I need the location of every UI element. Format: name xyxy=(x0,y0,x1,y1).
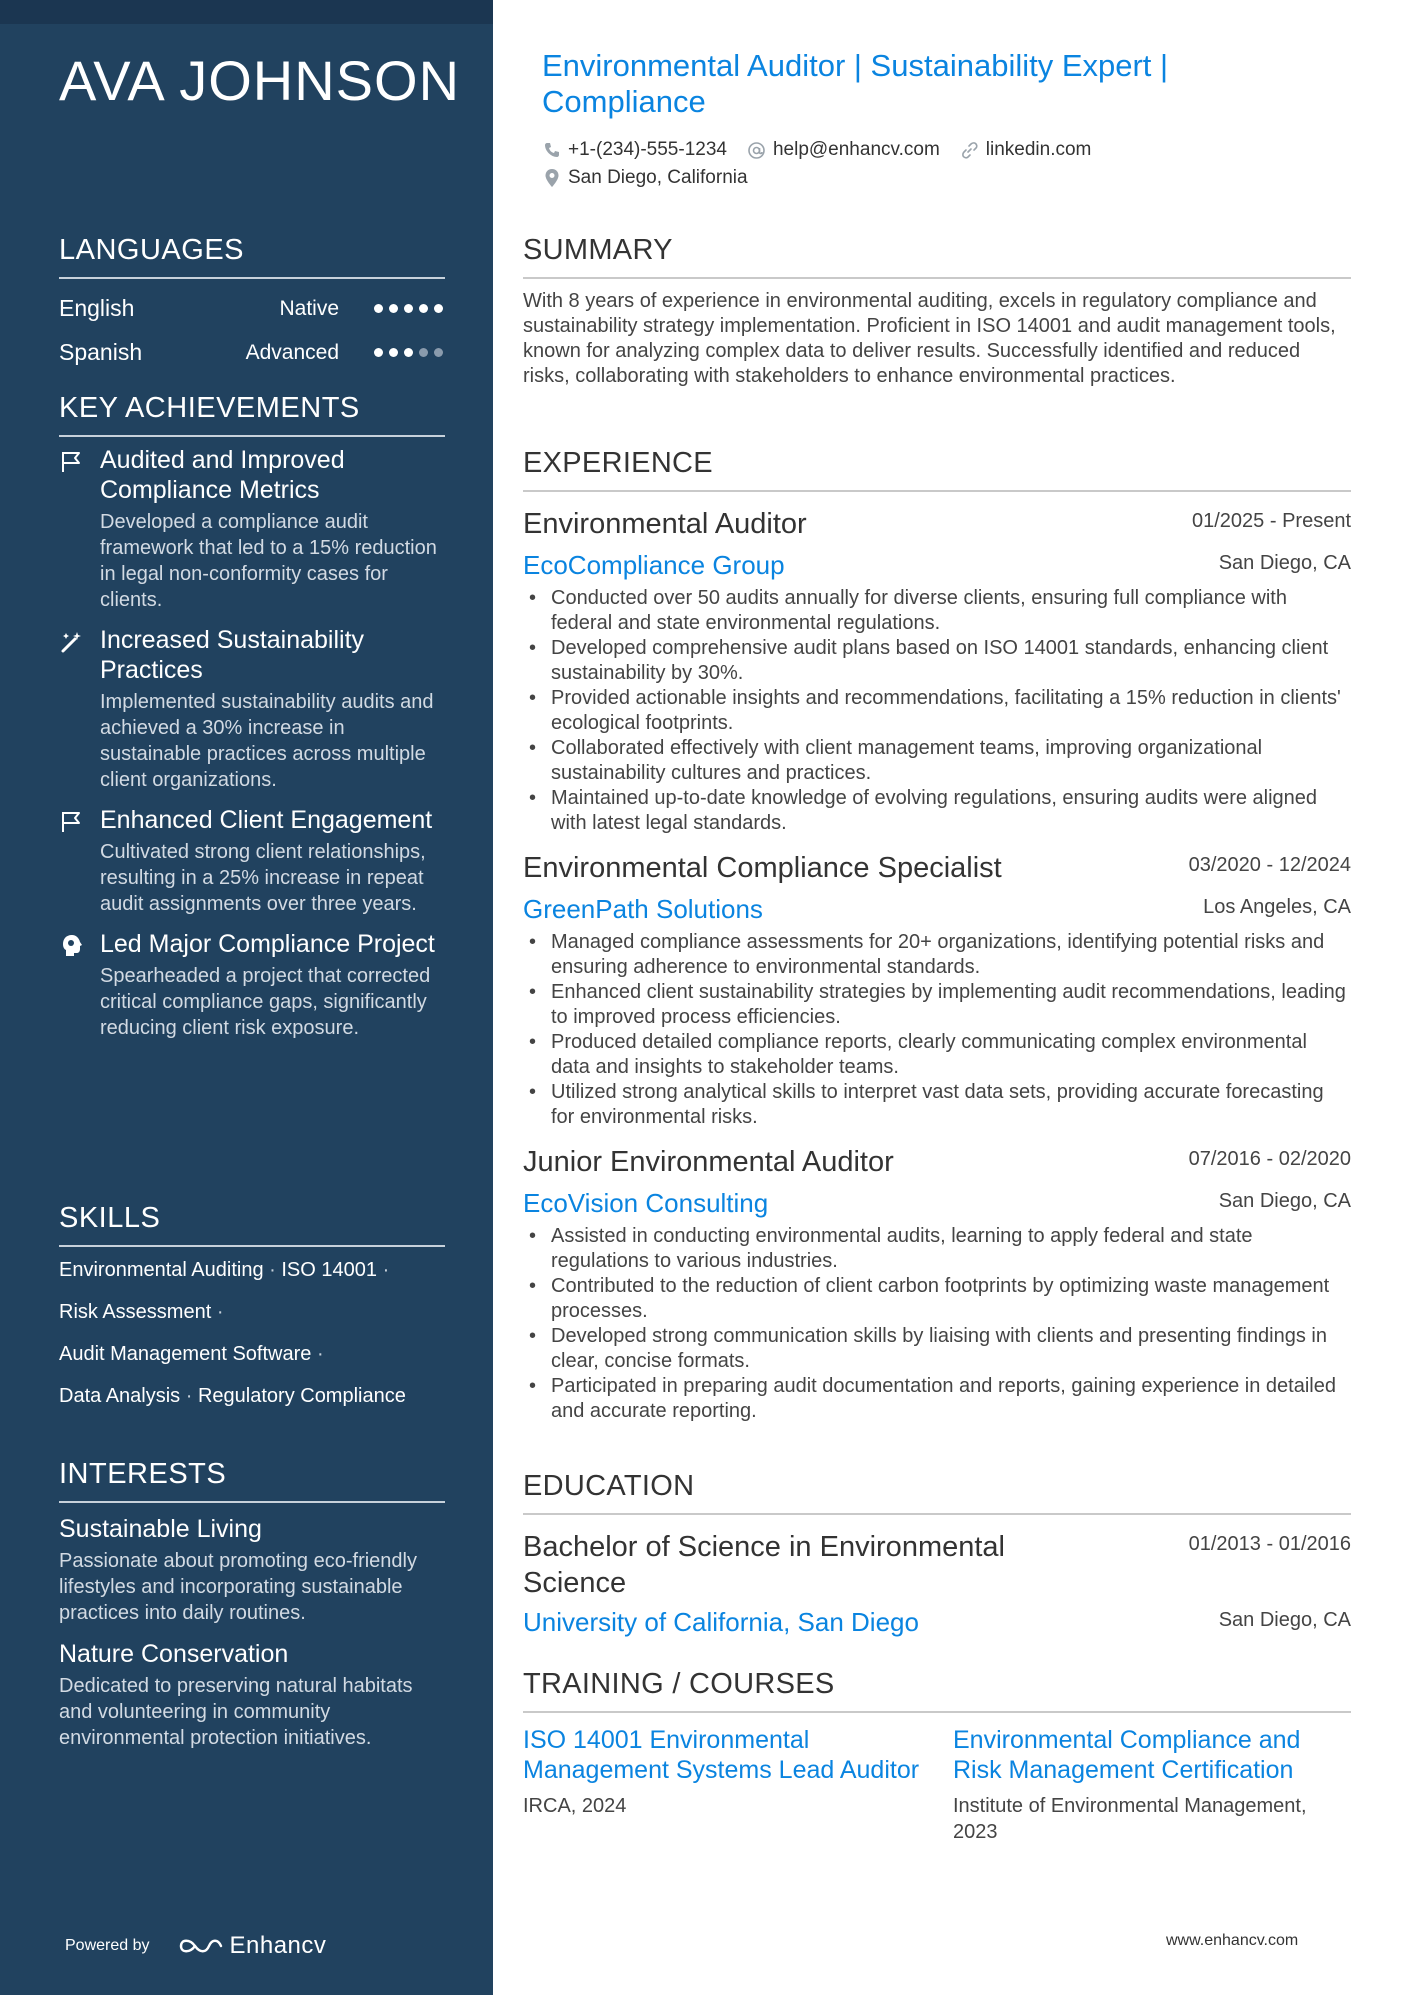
achievement-desc: Cultivated strong client relationships, resulting in a 25% increase in repeat audit assignments over three years. xyxy=(100,841,426,915)
job-bullets xyxy=(523,586,1351,836)
proficiency-dot xyxy=(374,304,383,313)
job-bullet: • Developed strong communication skills by liaising with clients and presenting findings in clear, concise formats. xyxy=(523,1324,1351,1374)
job-title: Junior Environmental Auditor xyxy=(523,1146,894,1178)
enhancv-logo-icon xyxy=(178,1935,224,1957)
enhancv-brand: Enhancv xyxy=(229,1932,327,1959)
achievement-title: Led Major Compliance Project xyxy=(100,930,435,958)
job-bullet: • Maintained up-to-date knowledge of evolving regulations, ensuring audits were aligned with latest legal standards. xyxy=(523,786,1351,836)
job-bullet: • Assisted in conducting environmental audits, learning to apply federal and state regulations to various industries. xyxy=(523,1224,1351,1274)
sidebar xyxy=(0,0,493,1995)
education-title: EDUCATION xyxy=(523,1470,1351,1515)
achievement-title: Enhanced Client Engagement xyxy=(100,806,433,834)
job-bullet: • Contributed to the reduction of client carbon footprints by optimizing waste management processes. xyxy=(523,1274,1351,1324)
interests-section xyxy=(59,1458,445,1751)
contact-info xyxy=(543,136,1111,192)
school-name: University of California, San Diego xyxy=(523,1607,919,1637)
skill-separator: · xyxy=(269,1259,276,1281)
skill-tag: Audit Management Software xyxy=(59,1343,312,1365)
interests-title: INTERESTS xyxy=(59,1458,445,1503)
job-title: Environmental Compliance Specialist xyxy=(523,852,1002,884)
job-bullet: • Enhanced client sustainability strategies by implementing audit recommendations, leading to improved process efficiencies. xyxy=(523,980,1351,1030)
job-title: Environmental Auditor xyxy=(523,508,807,540)
course-title: Environmental Compliance and Risk Management Certification xyxy=(953,1726,1301,1784)
experience-title: EXPERIENCE xyxy=(523,447,1351,492)
proficiency-dot xyxy=(389,348,398,357)
job-bullet: • Produced detailed compliance reports, clearly communicating complex environmental data and insights to stakeholder teams. xyxy=(523,1030,1351,1080)
contact-location xyxy=(543,167,748,189)
footer-site-link[interactable]: www.enhancv.com xyxy=(1166,1932,1299,1949)
skill-line xyxy=(59,1333,445,1375)
achievement-item xyxy=(59,445,445,613)
job-dates: 01/2025 - Present xyxy=(1192,510,1351,532)
skill-tag: Environmental Auditing xyxy=(59,1259,264,1281)
sidebar-top-strip xyxy=(0,0,493,24)
job-bullet: • Developed comprehensive audit plans based on ISO 14001 standards, enhancing client sustainability by 30%. xyxy=(523,636,1351,686)
proficiency-dot xyxy=(434,348,443,357)
language-row xyxy=(59,329,445,373)
interest-desc: Dedicated to preserving natural habitats and volunteering in community environmental protection initiatives. xyxy=(59,1675,413,1749)
skill-line xyxy=(59,1291,445,1333)
degree-title: Bachelor of Science in Environmental Science xyxy=(523,1531,1005,1599)
achievement-title: Audited and Improved Compliance Metrics xyxy=(100,446,345,504)
achievement-desc: Implemented sustainability audits and achieved a 30% increase in sustainable practices across multiple client organizations. xyxy=(100,691,434,791)
proficiency-dot xyxy=(389,304,398,313)
flag-icon xyxy=(59,809,85,835)
job-entry xyxy=(523,1142,1351,1424)
course-item xyxy=(523,1725,953,1845)
achievements-title: KEY ACHIEVEMENTS xyxy=(59,392,445,437)
job-company: GreenPath Solutions xyxy=(523,894,763,924)
interest-title: Nature Conservation xyxy=(59,1640,289,1668)
skill-separator: · xyxy=(185,1385,193,1407)
language-level: Advanced xyxy=(245,341,339,364)
job-location: San Diego, CA xyxy=(1218,1190,1351,1212)
language-proficiency-dots xyxy=(374,348,443,357)
phone-icon xyxy=(543,141,561,159)
achievement-item xyxy=(59,625,445,793)
interest-title: Sustainable Living xyxy=(59,1515,262,1543)
job-entry xyxy=(523,504,1351,836)
language-level: Native xyxy=(279,297,339,320)
achievement-desc: Spearheaded a project that corrected critical compliance gaps, significantly reducing client risk exposure. xyxy=(100,965,431,1039)
course-item xyxy=(953,1725,1351,1845)
job-location: Los Angeles, CA xyxy=(1203,896,1351,918)
proficiency-dot xyxy=(419,304,428,313)
proficiency-dot xyxy=(434,304,443,313)
linkedin-text: linkedin.com xyxy=(985,139,1092,160)
location-text: San Diego, California xyxy=(568,167,748,188)
magic-wand-icon xyxy=(59,629,85,655)
skill-tag: ISO 14001 xyxy=(281,1259,377,1281)
job-bullet: • Provided actionable insights and recommendations, facilitating a 15% reduction in clients' ecological footprints. xyxy=(523,686,1351,736)
contact-email[interactable] xyxy=(747,139,940,161)
skill-line xyxy=(59,1375,445,1417)
flag-icon xyxy=(59,449,85,475)
email-text: help@enhancv.com xyxy=(772,139,940,160)
job-bullets xyxy=(523,930,1351,1130)
interest-desc: Passionate about promoting eco-friendly lifestyles and incorporating sustainable practices into daily routines. xyxy=(59,1550,417,1624)
skill-tag: Risk Assessment xyxy=(59,1301,212,1323)
powered-by xyxy=(65,1932,326,1960)
at-icon xyxy=(747,141,766,160)
headline: Environmental Auditor | Sustainability Expert | Compliance xyxy=(542,48,1169,119)
languages-section xyxy=(59,234,445,373)
contact-linkedin[interactable] xyxy=(960,139,1092,161)
link-icon xyxy=(960,141,979,160)
summary-text: With 8 years of experience in environmental auditing, excels in regulatory compliance and sustainability strategy implementation. Proficient in ISO 14001 and audit management tools, known for analyzing complex data to deliver results. Successfully identified and reduced risks, collaborating with stakeholders to enhance environmental practices. xyxy=(523,290,1336,387)
training-title: TRAINING / COURSES xyxy=(523,1668,1351,1713)
job-bullet: • Participated in preparing audit documentation and reports, gaining experience in detailed and accurate reporting. xyxy=(523,1374,1351,1424)
powered-by-label: Powered by xyxy=(65,1937,150,1954)
education-dates: 01/2013 - 01/2016 xyxy=(1188,1533,1351,1555)
language-name: Spanish xyxy=(59,339,143,365)
brain-icon xyxy=(59,933,85,959)
experience-section xyxy=(523,447,1351,1424)
course-title: ISO 14001 Environmental Management Systems Lead Auditor xyxy=(523,1726,920,1784)
languages-title: LANGUAGES xyxy=(59,234,445,279)
phone-text: +1-(234)-555-1234 xyxy=(568,139,727,160)
achievement-title: Increased Sustainability Practices xyxy=(100,626,365,684)
job-dates: 07/2016 - 02/2020 xyxy=(1188,1148,1351,1170)
candidate-name: AVA JOHNSON xyxy=(59,49,461,112)
language-name: English xyxy=(59,295,135,321)
skills-title: SKILLS xyxy=(59,1202,445,1247)
skill-separator: · xyxy=(382,1259,390,1281)
skill-tag: Data Analysis xyxy=(59,1385,181,1407)
job-bullet: • Conducted over 50 audits annually for diverse clients, ensuring full compliance with federal and state environmental regulations. xyxy=(523,586,1351,636)
skill-tag: Regulatory Compliance xyxy=(197,1385,406,1407)
skill-separator: · xyxy=(316,1343,324,1365)
job-company: EcoVision Consulting xyxy=(523,1188,769,1218)
proficiency-dot xyxy=(419,348,428,357)
course-org: Institute of Environmental Management, 2023 xyxy=(953,1795,1307,1843)
job-bullet: • Collaborated effectively with client management teams, improving organizational sustainability cultures and practices. xyxy=(523,736,1351,786)
education-section xyxy=(523,1470,1351,1641)
job-location: San Diego, CA xyxy=(1218,552,1351,574)
job-entry xyxy=(523,848,1351,1130)
job-company: EcoCompliance Group xyxy=(523,550,785,580)
language-row xyxy=(59,285,445,329)
location-pin-icon xyxy=(543,168,561,188)
achievement-desc: Developed a compliance audit framework that led to a 15% reduction in legal non-conformity cases for clients. xyxy=(100,511,437,611)
achievement-item xyxy=(59,805,445,917)
language-proficiency-dots xyxy=(374,304,443,313)
proficiency-dot xyxy=(404,348,413,357)
training-section xyxy=(523,1668,1351,1845)
achievement-item xyxy=(59,929,445,1041)
job-dates: 03/2020 - 12/2024 xyxy=(1188,854,1351,876)
course-org: IRCA, 2024 xyxy=(523,1795,627,1817)
skill-line xyxy=(59,1249,445,1291)
contact-phone[interactable] xyxy=(543,139,727,161)
summary-section xyxy=(523,234,1351,389)
enhancv-logo[interactable] xyxy=(178,1932,327,1960)
proficiency-dot xyxy=(404,304,413,313)
job-bullets xyxy=(523,1224,1351,1424)
job-bullet: • Utilized strong analytical skills to interpret vast data sets, providing accurate forecasting for environmental risks. xyxy=(523,1080,1351,1130)
proficiency-dot xyxy=(374,348,383,357)
school-location: San Diego, CA xyxy=(1218,1609,1351,1631)
achievements-section xyxy=(59,392,445,1041)
skill-separator: · xyxy=(216,1301,224,1323)
summary-title: SUMMARY xyxy=(523,234,1351,279)
skills-section xyxy=(59,1202,445,1417)
job-bullet: • Managed compliance assessments for 20+ organizations, identifying potential risks and ensuring adherence to environmental standards. xyxy=(523,930,1351,980)
